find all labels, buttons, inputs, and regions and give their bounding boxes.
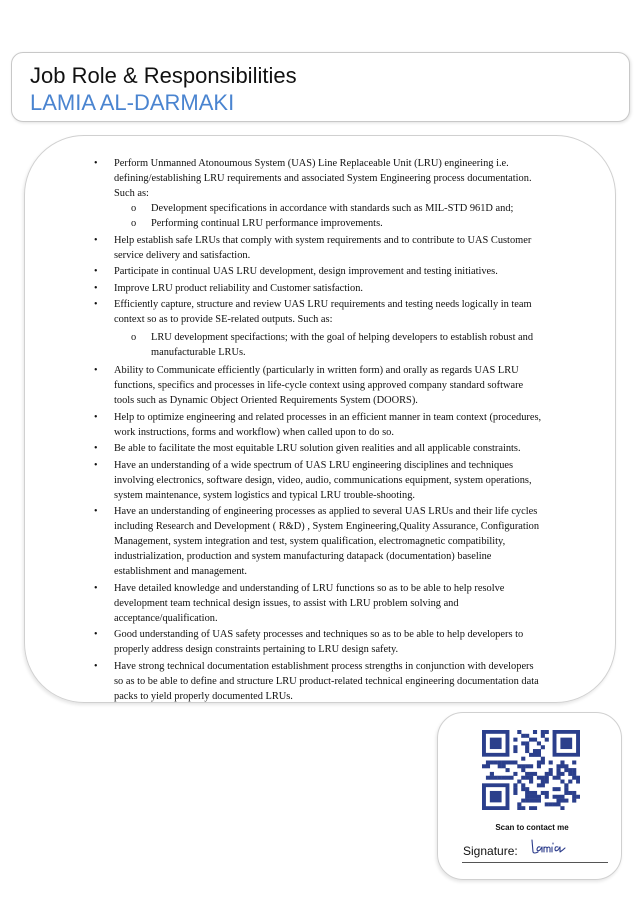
list-item-text: Help to optimize engineering and related processes in an efficient manner in team context (procedures, work instructions, forms and workflow) when called upon to do so. bbox=[114, 411, 542, 438]
bullet-icon: • bbox=[94, 158, 98, 169]
sub-list-item-text: Development specifications in accordance with standards such as MIL-STD 961D and; bbox=[151, 203, 514, 214]
list-item bbox=[94, 627, 542, 657]
list-item-text: Efficiently capture, structure and review UAS LRU requirements and testing needs logically in team context so as to provide SE-related outputs. Such as: bbox=[114, 299, 532, 325]
bullet-icon: • bbox=[94, 506, 98, 517]
bullet-icon: • bbox=[94, 582, 98, 594]
sub-list-item bbox=[114, 201, 542, 216]
list-item bbox=[94, 281, 542, 296]
sub-list-item bbox=[114, 330, 542, 360]
sub-bullet-icon: o bbox=[131, 203, 137, 214]
list-item-text: Have strong technical documentation establishment process strengths in conjunction with developers so as to be able to define and structure LRU product-related technical engineering documentation data packs to yield properly documented LRUs. bbox=[114, 660, 539, 702]
list-item bbox=[94, 264, 542, 279]
list-item-text: Help establish safe LRUs that comply with system requirements and to contribute to UAS Customer service delivery and satisfaction. bbox=[114, 234, 532, 261]
signature-label: Signature: bbox=[463, 844, 518, 858]
list-item bbox=[94, 297, 542, 360]
list-item-text: Improve LRU product reliability and Customer satisfaction. bbox=[114, 282, 364, 294]
bullet-icon: • bbox=[94, 629, 98, 640]
list-item bbox=[94, 458, 542, 503]
list-item-text: Have detailed knowledge and understanding of LRU functions so as to be able to help resolve development team technical design issues, to assist with LRU problem solving and acceptance/qualification. bbox=[114, 582, 505, 624]
person-name: LAMIA AL-DARMAKI bbox=[30, 90, 235, 115]
bullet-icon: • bbox=[94, 459, 98, 471]
bullet-icon: • bbox=[94, 266, 98, 277]
bullet-icon: • bbox=[94, 443, 98, 454]
sub-bullet-icon: o bbox=[131, 218, 137, 229]
list-item-text: Be able to facilitate the most equitable LRU solution given realities and all applicable constraints. bbox=[114, 443, 521, 454]
qr-code[interactable] bbox=[482, 730, 580, 810]
list-item-text: Good understanding of UAS safety processes and techniques so as to be able to help developers to properly address design constraints pertaining to LRU design safety. bbox=[114, 629, 524, 655]
bullet-icon: • bbox=[94, 234, 98, 246]
list-item bbox=[94, 410, 542, 440]
page-title: Job Role & Responsibilities bbox=[30, 63, 297, 88]
bullet-icon: • bbox=[94, 365, 98, 376]
sub-list-item-text: Performing continual LRU performance improvements. bbox=[151, 218, 383, 229]
bullet-icon: • bbox=[94, 282, 98, 294]
signature-line bbox=[462, 862, 608, 863]
sub-list-item bbox=[114, 216, 542, 231]
list-item-text: Have an understanding of engineering processes as applied to several UAS LRUs and their life cycles including Research and Development ( R&D) , System Engineering,Quality Assurance, Configuration Management, system integration and test, system qualification, electromagnetic compatibility, industrialization, production and system manufacturing datapack (documentation) baseline establishment and management. bbox=[114, 506, 540, 577]
list-item bbox=[94, 156, 542, 231]
sub-bullet-icon: o bbox=[131, 332, 137, 343]
list-item-text: Participate in continual UAS LRU development, design improvement and testing initiatives. bbox=[114, 266, 498, 277]
list-item bbox=[94, 581, 542, 626]
bullet-icon: • bbox=[94, 411, 98, 423]
list-item bbox=[94, 233, 542, 263]
bullet-icon: • bbox=[94, 299, 98, 310]
bullet-icon: • bbox=[94, 660, 98, 672]
list-item bbox=[94, 363, 542, 408]
list-item bbox=[94, 504, 542, 579]
sub-list-item-text: LRU development specifactions; with the goal of helping developers to establish robust and manufacturable LRUs. bbox=[151, 332, 534, 358]
list-item-text: Ability to Communicate efficiently (particularly in written form) and orally as regards UAS LRU functions, specifics and processes in life-cycle context using approved company standard software tools such as Dynamic Object Oriented Requirements System (DOORS). bbox=[114, 365, 524, 406]
scan-label: Scan to contact me bbox=[495, 823, 569, 832]
sub-list bbox=[114, 330, 542, 360]
list-item bbox=[94, 659, 542, 704]
list-item bbox=[94, 441, 542, 456]
sub-list bbox=[114, 201, 542, 231]
header-box bbox=[11, 52, 630, 122]
list-item-text: Have an understanding of a wide spectrum of UAS LRU engineering disciplines and techniques involving electronics, software design, video, audio, communications equipment, system operations, system maintenance, system logistics and typical LRU trouble-shooting. bbox=[114, 459, 532, 501]
responsibilities-list bbox=[94, 156, 542, 705]
list-item-text: Perform Unmanned Atonoumous System (UAS) Line Replaceable Unit (LRU) engineering i.e. defining/establishing LRU requirements and associated System Engineering process documentation. Such as: bbox=[114, 158, 532, 199]
signature-image bbox=[529, 837, 577, 859]
